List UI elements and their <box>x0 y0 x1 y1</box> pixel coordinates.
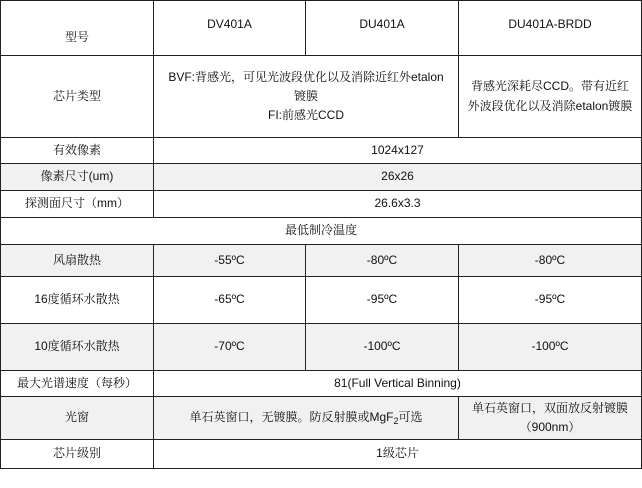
row-label-water-10: 10度循环水散热 <box>0 324 154 371</box>
section-min-cooling-temp: 最低制冷温度 <box>0 218 642 245</box>
water-10-dv401a: -70ºC <box>154 324 306 371</box>
row-label-window: 光窗 <box>0 397 154 440</box>
max-speed-value: 81(Full Vertical Binning) <box>154 371 642 397</box>
water-10-du401a: -100ºC <box>306 324 459 371</box>
water-10-du401a-brdd: -100ºC <box>459 324 642 371</box>
row-label-model: 型号 <box>0 0 154 56</box>
window-brdd <box>459 397 642 440</box>
row-label-fan-cooling: 风扇散热 <box>0 245 154 277</box>
effective-pixels-value: 1024x127 <box>154 138 642 164</box>
model-header-du401a-brdd: DU401A-BRDD <box>459 0 642 56</box>
window-dv-du <box>154 397 459 440</box>
row-label-chip-grade: 芯片级别 <box>0 440 154 469</box>
chip-type-brdd <box>459 56 642 138</box>
chip-type-brdd-line-1: 背感光深耗尽CCD。带有近红 <box>471 79 629 94</box>
water-16-du401a: -95ºC <box>306 277 459 324</box>
chip-type-dv-du-line-1: BVF:背感光，可见光波段优化以及消除近红外etalon <box>168 69 444 84</box>
model-header-du401a: DU401A <box>306 0 459 56</box>
row-label-water-16: 16度循环水散热 <box>0 277 154 324</box>
chip-grade-value: 1级芯片 <box>154 440 642 469</box>
fan-cooling-dv401a: -55ºC <box>154 245 306 277</box>
water-16-du401a-brdd: -95ºC <box>459 277 642 324</box>
row-label-max-speed: 最大光谱速度（每秒） <box>0 371 154 397</box>
window-dv-du-prefix: 单石英窗口，无镀膜。防反射膜或MgF <box>189 409 394 424</box>
window-dv-du-suffix: 可选 <box>398 409 423 424</box>
window-dv-du-subscript: 2 <box>393 415 399 426</box>
row-label-detector-area: 探测面尺寸（mm） <box>0 191 154 218</box>
detector-area-value: 26.6x3.3 <box>154 191 642 218</box>
water-16-dv401a: -65ºC <box>154 277 306 324</box>
fan-cooling-du401a: -80ºC <box>306 245 459 277</box>
fan-cooling-du401a-brdd: -80ºC <box>459 245 642 277</box>
chip-type-brdd-line-2: 外波段优化以及消除etalon镀膜 <box>467 98 633 113</box>
row-label-pixel-size: 像素尺寸(um) <box>0 164 154 191</box>
window-brdd-line-1: 单石英窗口，双面放反射镀膜 <box>471 400 628 415</box>
chip-type-dv-du <box>154 56 459 138</box>
window-brdd-line-2: （900nm） <box>519 420 581 434</box>
pixel-size-value: 26x26 <box>154 164 642 191</box>
row-label-chip-type: 芯片类型 <box>0 56 154 138</box>
chip-type-dv-du-line-3: FI:前感光CCD <box>268 108 344 123</box>
model-header-dv401a: DV401A <box>154 0 306 56</box>
row-label-effective-pixels: 有效像素 <box>0 138 154 164</box>
chip-type-dv-du-line-2: 镀膜 <box>293 88 318 103</box>
